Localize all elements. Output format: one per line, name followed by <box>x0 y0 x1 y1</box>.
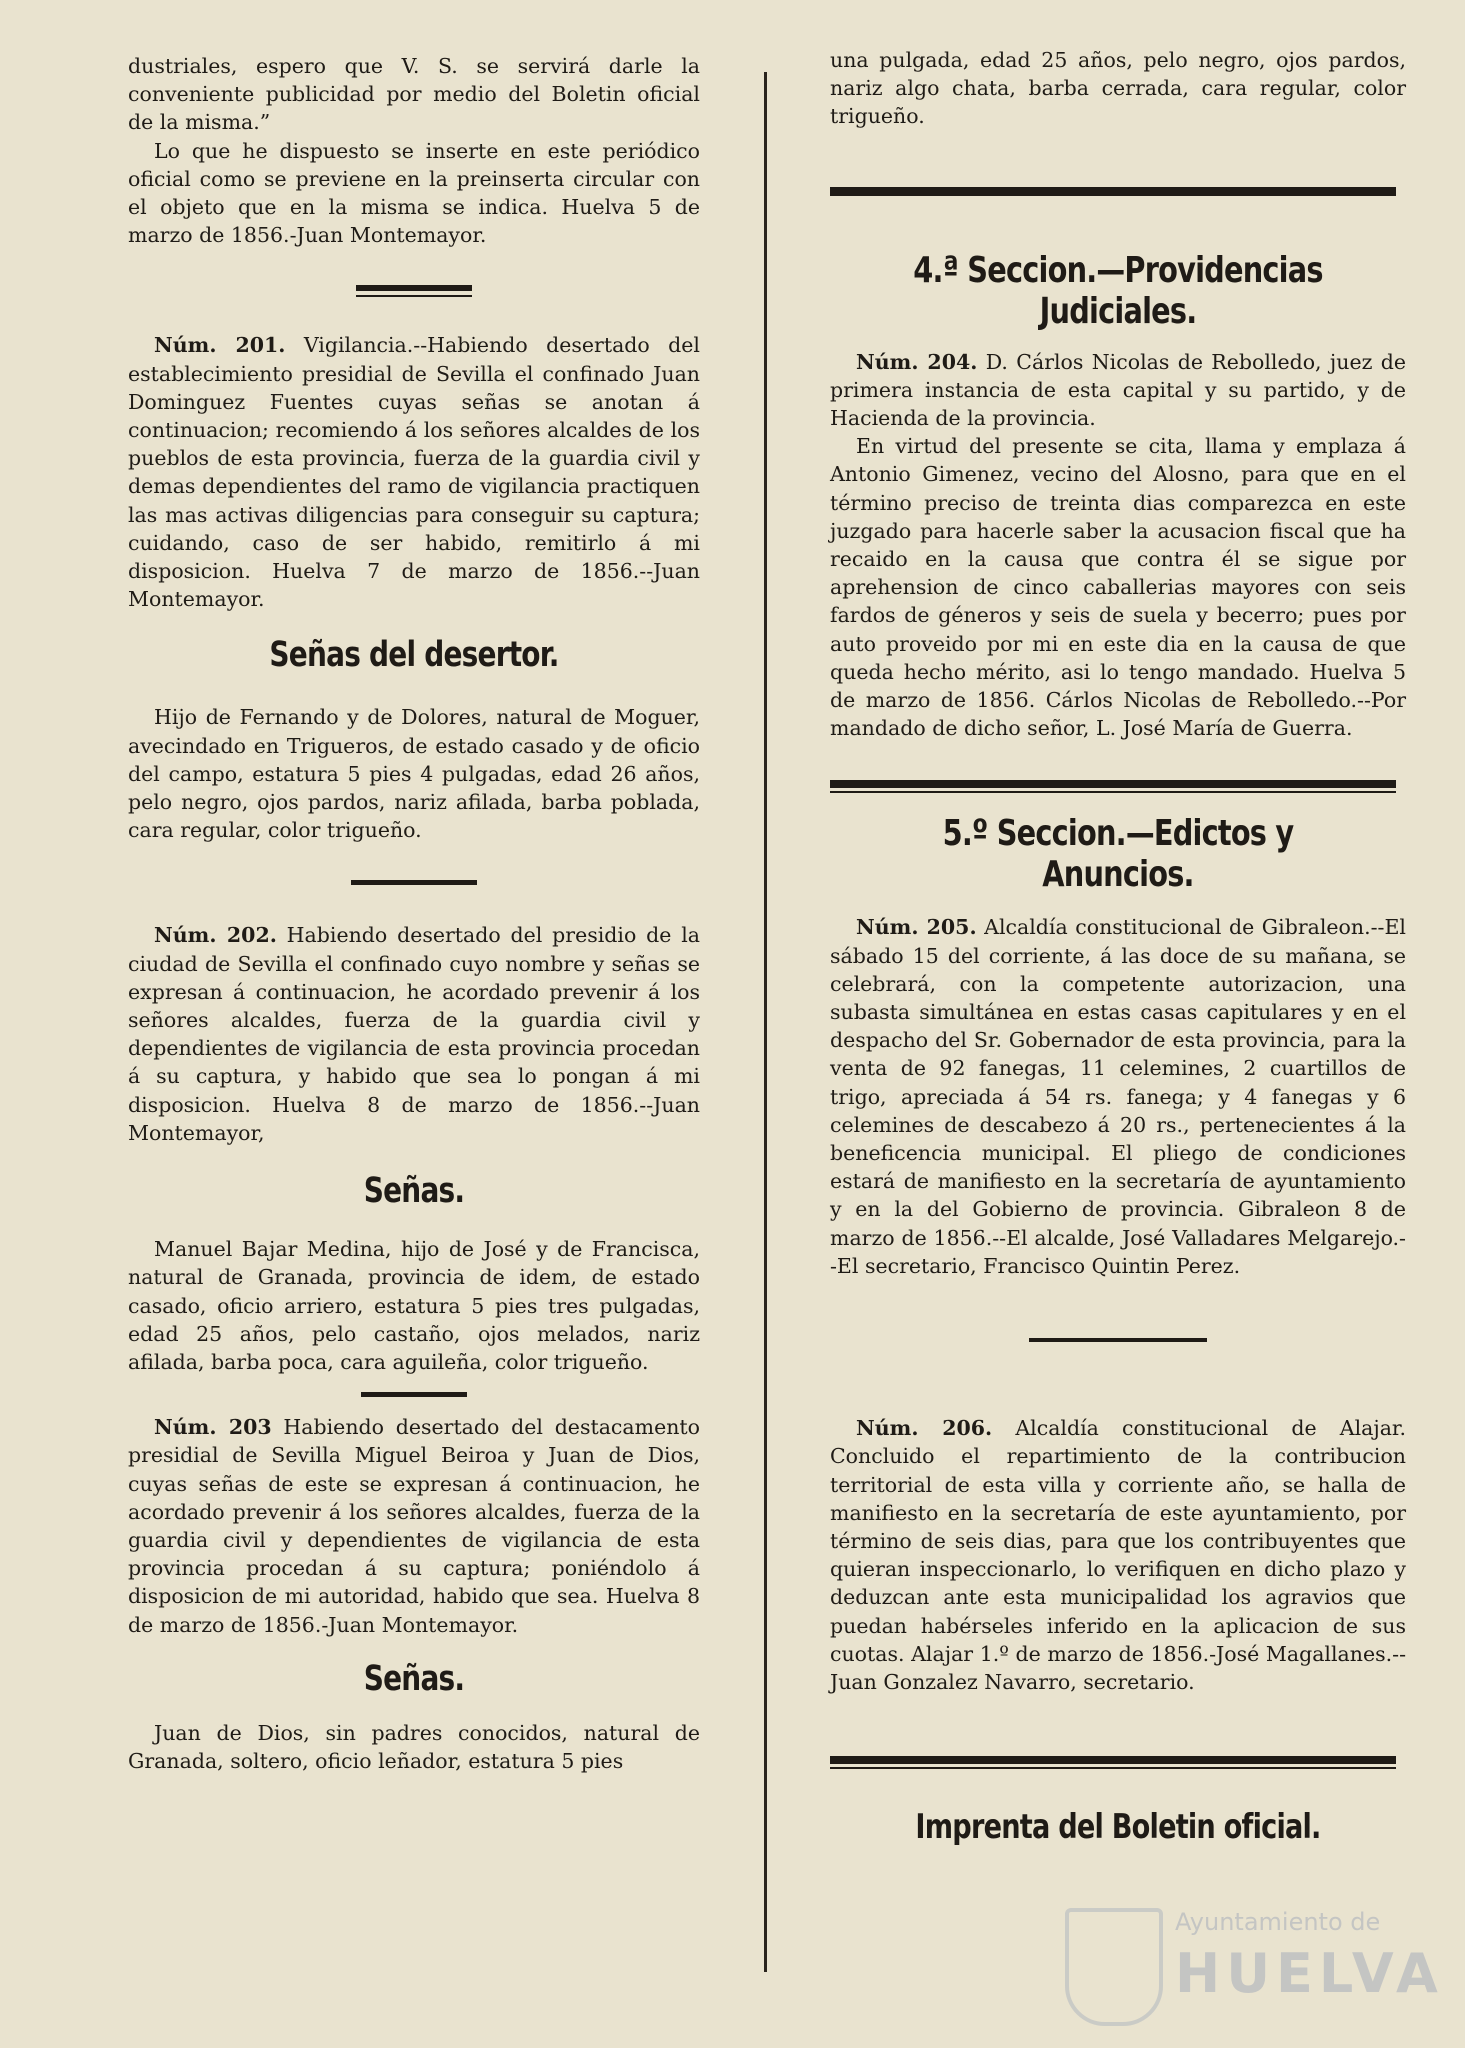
rule-wide-thin <box>830 1767 1396 1769</box>
column-divider <box>764 72 767 1972</box>
description-paragraph: Hijo de Fernando y de Dolores, natural de Moguer, avecindado en Trigueros, de estado casado y de oficio del campo, estatura 5 pies 4 pulgadas, edad 26 años, pelo negro, ojos pardos, nariz afilada, barba poblada, cara regular, color trigueño. <box>128 705 700 843</box>
notice-201 <box>128 331 700 613</box>
notice-206 <box>830 1414 1406 1696</box>
notice-number: Núm. 202. <box>154 923 277 948</box>
notice-203 <box>128 1413 700 1639</box>
watermark-line2: HUELVA <box>1175 1942 1444 2005</box>
section-heading: Señas. <box>363 1171 465 1212</box>
notice-number: Núm. 205. <box>856 915 977 940</box>
rule-wide <box>830 780 1396 788</box>
rule-wide <box>830 1756 1396 1764</box>
rule-short <box>361 1392 467 1397</box>
right-column <box>830 46 1406 1847</box>
rule-short <box>1029 1338 1207 1342</box>
notice-text: D. Cárlos Nicolas de Rebolledo, juez de primera instancia de esta capital y su partido, y de Hacienda de la provincia. <box>830 349 1406 431</box>
description-paragraph: Manuel Bajar Medina, hijo de José y de Francisca, natural de Granada, provincia de idem, de estado casado, oficio arriero, estatura 5 pies tres pulgadas, edad 25 años, pelo castaño, ojos melados, nariz afilada, barba poca, cara aguileña, color trigueño. <box>128 1237 700 1374</box>
notice-number: Núm. 201. <box>154 333 286 358</box>
section-heading: Señas del desertor. <box>269 635 559 676</box>
notice-number: Núm. 206. <box>856 1416 993 1441</box>
rule-wide-thin <box>830 791 1396 793</box>
notice-text: Alcaldía constitucional de Gibraleon.--El sábado 15 del corriente, á las doce de su mañana, se celebrará, con la competente autorizacion, una subasta simultánea en estas casas capitulares y en el despacho del Sr. Gobernador de esta provincia, para la venta de 92 fanegas, 11 celemines, 2 cuartillos de trigo, apreciada á 54 rs. fanega; y 4 fanegas y 6 celemines de descabezo á 20 rs., pertenecientes á la beneficencia municipal. El pliego de condiciones estará de manifiesto en la secretaría de ayuntamiento y en la del Gobierno de provincia. Gibraleon 8 de marzo de 1856.--El alcalde, José Valladares Melgarejo.--El secretario, Francisco Quintin Perez. <box>830 915 1406 1278</box>
notice-204 <box>830 348 1406 433</box>
notice-text: Vigilancia.--Habiendo desertado del establecimiento presidial de Sevilla el confinado Juan Dominguez Fuentes cuyas señas se anotan á continuacion; recomiendo á los señores alcaldes de los pueblos de esta provincia, fuerza de la guardia civil y demas dependientes del ramo de vigilancia practiquen las mas activas diligencias para conseguir su captura; cuidando, caso de ser habido, remitirlo á mi disposicion. Huelva 7 de marzo de 1856.--Juan Montemayor. <box>128 333 700 612</box>
coat-of-arms-icon <box>1065 1908 1163 2026</box>
continuation-paragraph: una pulgada, edad 25 años, pelo negro, ojos pardos, nariz algo chata, barba cerrada, cara regular, color trigueño. <box>830 48 1406 129</box>
section-heading-4: 4.ª Seccion.—Providencias Judiciales. <box>913 249 1323 332</box>
rule-short <box>351 880 477 885</box>
left-column <box>128 52 700 1775</box>
rule-wide <box>830 187 1396 196</box>
notice-text: Habiendo desertado del presidio de la ciudad de Sevilla el confinado cuyo nombre y señas se expresan á continuacion, he acordado prevenir á los señores alcaldes, fuerza de la guardia civil y dependientes de vigilancia de esta provincia procedan á su captura, y habido que sea lo pongan á mi disposicion. Huelva 8 de marzo de 1856.--Juan Montemayor, <box>128 923 700 1145</box>
notice-205 <box>830 913 1406 1280</box>
notice-204-body: En virtud del presente se cita, llama y emplaza á Antonio Gimenez, vecino del Alosno, para que en el término preciso de treinta dias comparezca en este juzgado para hacerle saber la acusacion fiscal que ha recaido en la causa que contra él se sigue por aprehension de cinco caballerias mayores con seis fardos de géneros y seis de suela y becerro; pues por auto proveido por mi en este dia en la causa de que queda hecho mérito, asi lo tengo mandado. Huelva 5 de marzo de 1856. Cárlos Nicolas de Rebolledo.--Por mandado de dicho señor, L. José María de Guerra. <box>830 434 1406 741</box>
section-heading-5: 5.º Seccion.—Edictos y Anuncios. <box>942 813 1294 896</box>
notice-paragraph: Lo que he dispuesto se inserte en este periódico oficial como se previene en la preinserta circular con el objeto que en la misma se indica. Huelva 5 de marzo de 1856.-Juan Montemayor. <box>128 138 700 248</box>
continuation-paragraph: dustriales, espero que V. S. se servirá darle la conveniente publicidad por medio del Boletin oficial de la misma.” <box>128 54 700 135</box>
description-paragraph: Juan de Dios, sin padres conocidos, natural de Granada, soltero, oficio leñador, estatura 5 pies <box>128 1720 700 1773</box>
printer-footer: Imprenta del Boletin oficial. <box>915 1807 1321 1848</box>
notice-text: Habiendo desertado del destacamento presidial de Sevilla Miguel Beiroa y Juan de Dios, cuyas señas de este se expresan á continuacion, he acordado prevenir á los señores alcaldes, fuerza de la guardia civil y dependientes de vigilancia de esta provincia procedan á su captura; poniéndolo á disposicion de mi autoridad, habido que sea. Huelva 8 de marzo de 1856.-Juan Montemayor. <box>128 1415 700 1637</box>
notice-202 <box>128 921 700 1147</box>
archive-watermark <box>1065 1898 1444 2028</box>
notice-number: Núm. 203 <box>154 1415 272 1440</box>
notice-text: Alcaldía constitucional de Alajar. Concluido el repartimiento de la contribucion territorial de esta villa y corriente año, se halla de manifiesto en la secretaría de este ayuntamiento, por término de seis dias, para que los contribuyentes que quieran inspeccionarlo, lo verifiquen en dicho plazo y deduzcan ante esta municipalidad los agravios que puedan habérseles inferido en la aplicacion de sus cuotas. Alajar 1.º de marzo de 1856.-José Magallanes.--Juan Gonzalez Navarro, secretario. <box>830 1416 1406 1694</box>
notice-number: Núm. 204. <box>856 349 978 374</box>
watermark-line1: Ayuntamiento de <box>1175 1908 1381 1936</box>
rule-short <box>356 285 472 291</box>
section-heading: Señas. <box>363 1658 465 1699</box>
rule-short-thin <box>356 295 472 297</box>
